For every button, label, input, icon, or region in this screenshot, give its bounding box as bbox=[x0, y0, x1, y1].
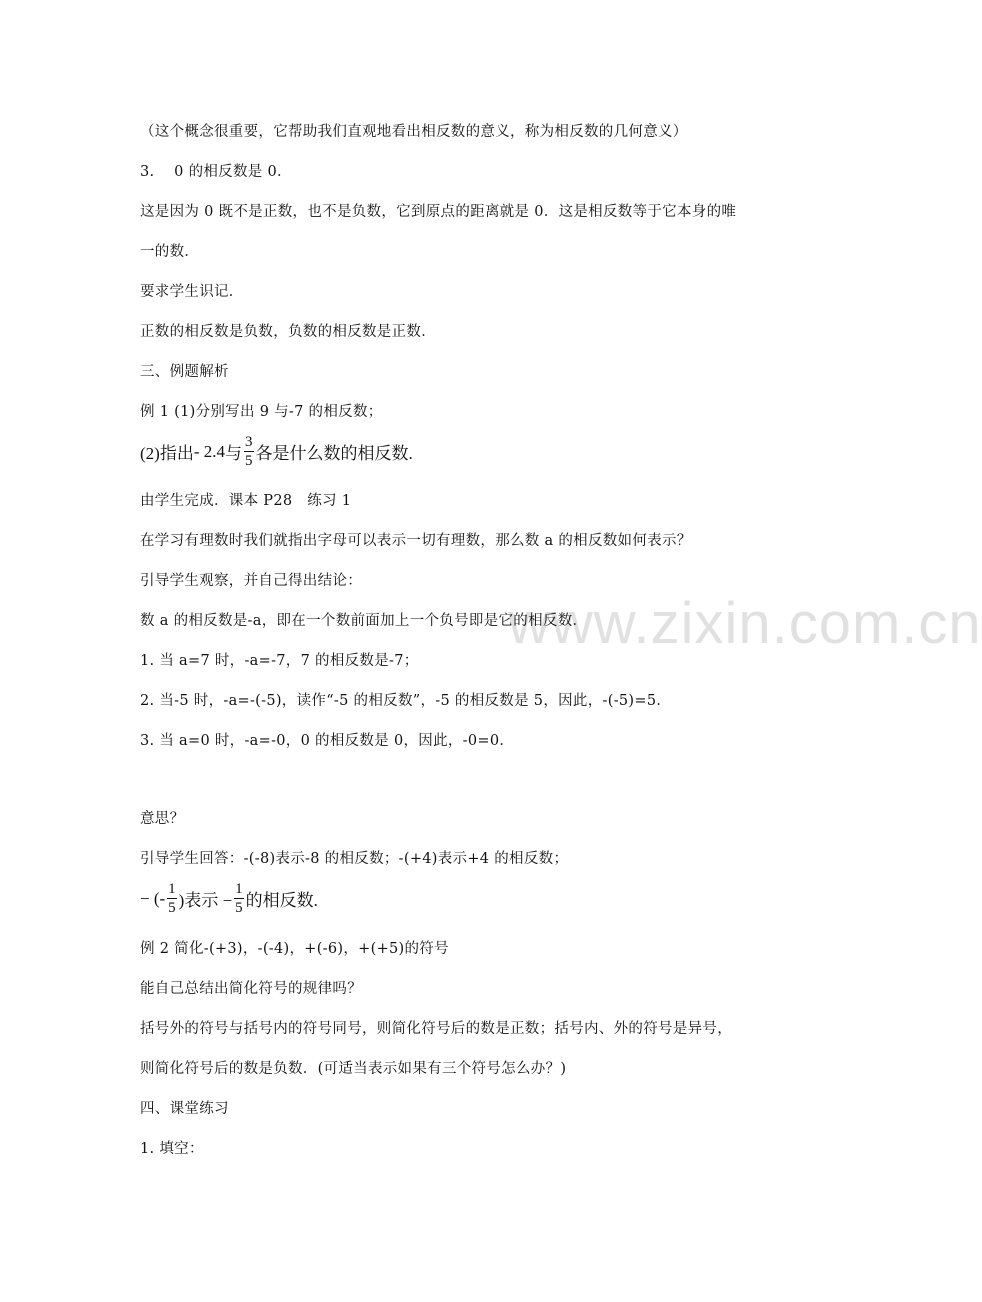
text-line: 1. 填空： bbox=[140, 1141, 204, 1157]
text-line: 例 2 简化-(+3)，-(-4)，+(-6)，+(+5)的符号 bbox=[140, 941, 449, 957]
text-line: 引导学生观察，并自己得出结论： bbox=[140, 573, 362, 589]
section-heading: 四、课堂练习 bbox=[140, 1101, 229, 1117]
fraction bbox=[234, 881, 244, 916]
text-line: 意思？ bbox=[140, 811, 185, 827]
text-line: 要求学生识记． bbox=[140, 284, 244, 300]
fraction bbox=[167, 881, 177, 916]
math-expression bbox=[140, 434, 413, 469]
text-line: 2. 当-5 时，-a=-(-5)，读作“-5 的相反数”，-5 的相反数是 5，因此，-(-5)=5． bbox=[140, 693, 672, 709]
text-line: 这是因为 0 既不是正数，也不是负数，它到原点的距离就是 0．这是相反数等于它本身的唯 bbox=[140, 204, 737, 220]
math-expression bbox=[140, 881, 318, 916]
math-text: 的相反数. bbox=[245, 891, 318, 910]
fraction-numerator: 1 bbox=[168, 881, 176, 897]
text-line: 则简化符号后的数是负数．(可适当表示如果有三个符号怎么办？) bbox=[140, 1061, 567, 1077]
math-text: (2)指出 bbox=[140, 444, 194, 463]
math-text: 与 bbox=[225, 444, 242, 463]
fraction-numerator: 1 bbox=[235, 881, 243, 897]
text-line: （这个概念很重要，它帮助我们直观地看出相反数的意义，称为相反数的几何意义） bbox=[140, 124, 688, 140]
math-value: - 2.4 bbox=[193, 441, 225, 461]
text-line: 能自己总结出简化符号的规律吗？ bbox=[140, 981, 362, 997]
text-line: 3. 当 a=0 时，-a=-0，0 的相反数是 0，因此，-0=0． bbox=[140, 733, 515, 749]
text-line: 一的数． bbox=[140, 244, 200, 260]
fraction-denominator: 5 bbox=[245, 453, 253, 469]
math-text: )表示 − bbox=[178, 891, 233, 910]
text-line: 例 1 (1)分别写出 9 与-7 的相反数； bbox=[140, 404, 383, 420]
fraction-numerator: 3 bbox=[245, 434, 253, 450]
text-line: 括号外的符号与括号内的符号同号，则简化符号后的数是正数；括号内、外的符号是异号， bbox=[140, 1021, 732, 1037]
fraction bbox=[244, 434, 254, 469]
text-line: 数 a 的相反数是-a，即在一个数前面加上一个负号即是它的相反数． bbox=[140, 613, 588, 629]
text-line: 1. 当 a=7 时，-a=-7，7 的相反数是-7； bbox=[140, 653, 419, 669]
math-text: 各是什么数的相反数. bbox=[255, 444, 413, 463]
watermark: www.zixin.com.cn bbox=[508, 591, 982, 656]
fraction-denominator: 5 bbox=[168, 900, 176, 916]
text-line: 正数的相反数是负数，负数的相反数是正数． bbox=[140, 324, 436, 340]
text-line: 3. 0 的相反数是 0． bbox=[140, 164, 292, 180]
math-text: − (- bbox=[140, 888, 166, 908]
fraction-denominator: 5 bbox=[235, 900, 243, 916]
text-line: 引导学生回答：-(-8)表示-8 的相反数；-(+4)表示+4 的相反数； bbox=[140, 851, 569, 867]
section-heading: 三、例题解析 bbox=[140, 364, 229, 380]
text-line: 由学生完成．课本 P28 练习 1 bbox=[140, 493, 352, 509]
text-line: 在学习有理数时我们就指出字母可以表示一切有理数，那么数 a 的相反数如何表示？ bbox=[140, 533, 692, 549]
